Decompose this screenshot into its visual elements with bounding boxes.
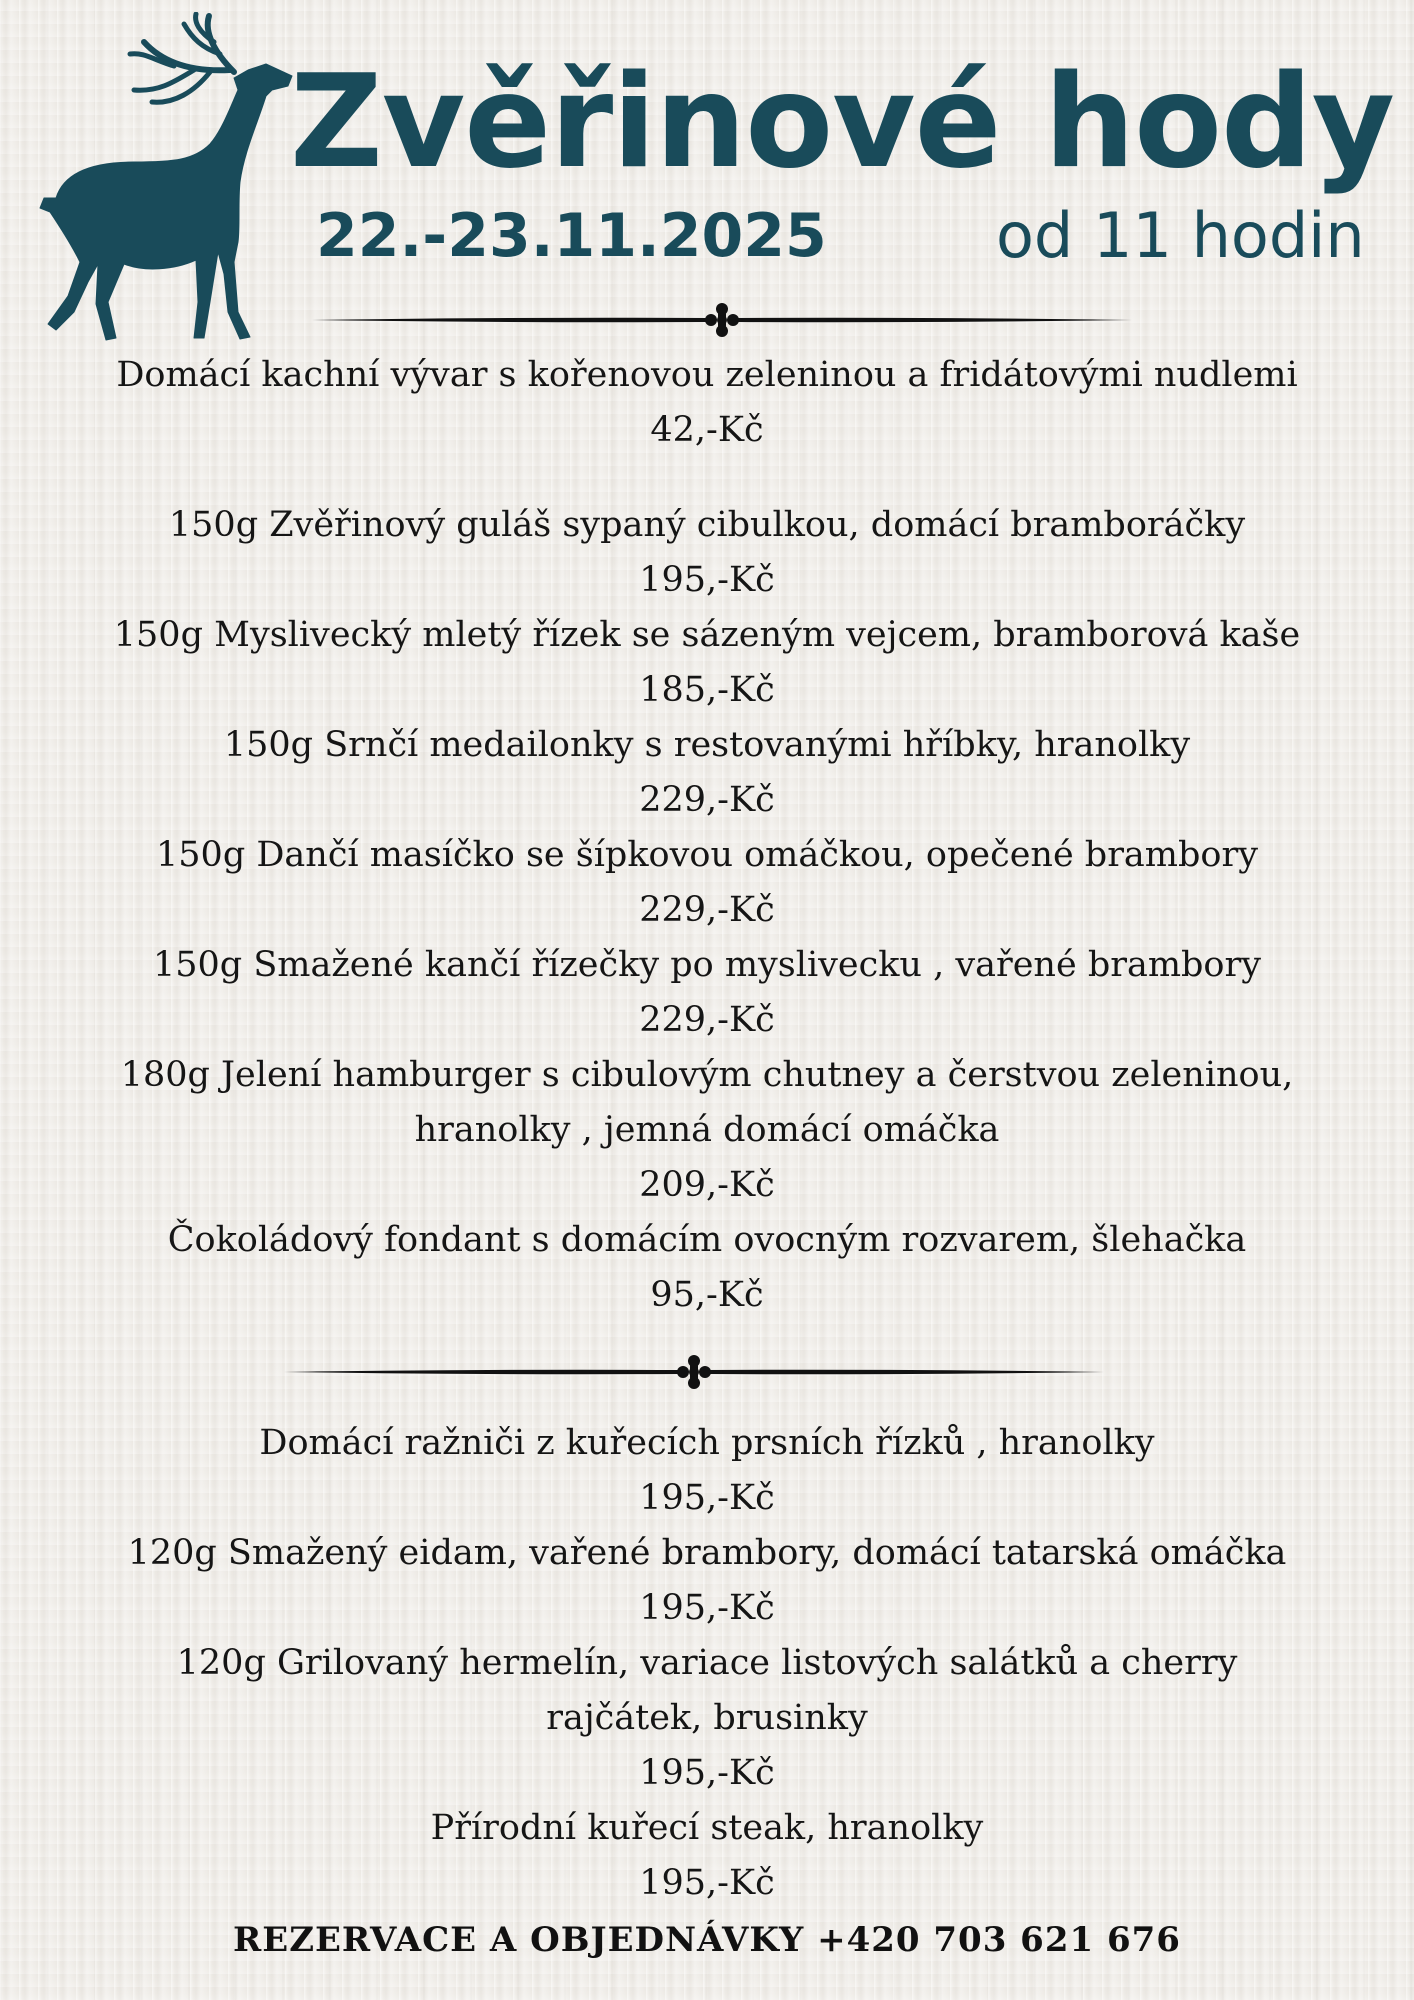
menu-item	[60, 1801, 1354, 1911]
menu-item	[60, 498, 1354, 608]
menu-other	[60, 1416, 1354, 1911]
menu-item-name-line2: hranolky , jemná domácí omáčka	[414, 1110, 1000, 1150]
menu-game	[60, 348, 1354, 1323]
menu-item-price: 185,-Kč	[639, 670, 775, 710]
menu-item-name: 150g Smažené kančí řízečky po myslivecku , vařené brambory	[153, 945, 1261, 985]
menu-item-price: 195,-Kč	[639, 1753, 775, 1793]
menu-item	[60, 1636, 1354, 1801]
menu-item-price: 195,-Kč	[639, 560, 775, 600]
menu-item-price: 229,-Kč	[639, 1000, 775, 1040]
menu-item	[60, 608, 1354, 718]
menu-item	[60, 1213, 1354, 1323]
ornament-cross-icon	[677, 1355, 711, 1389]
menu-item-name: Domácí kachní vývar s kořenovou zeleninou a fridátovými nudlemi	[116, 355, 1298, 395]
menu-item	[60, 718, 1354, 828]
event-date: 22.-23.11.2025	[316, 201, 827, 271]
menu-item-name-line1: 180g Jelení hamburger s cibulovým chutney a čerstvou zeleninou,	[120, 1055, 1294, 1095]
menu-item-name-line1: 120g Grilovaný hermelín, variace listových salátků a cherry	[176, 1643, 1238, 1683]
menu-item-price: 42,-Kč	[650, 410, 764, 450]
menu-item-name: 150g Myslivecký mletý řízek se sázeným vejcem, bramborová kaše	[113, 615, 1301, 655]
ornament-cross-icon	[705, 303, 739, 337]
menu-item-name: Domácí ražniči z kuřecích prsních řízků , hranolky	[259, 1423, 1155, 1463]
menu-item-price: 195,-Kč	[639, 1588, 775, 1628]
menu-item-price: 229,-Kč	[639, 780, 775, 820]
menu-item	[60, 938, 1354, 1048]
divider-middle	[284, 1352, 1104, 1392]
menu-item-name: 120g Smažený eidam, vařené brambory, domácí tatarská omáčka	[127, 1533, 1287, 1573]
menu-item	[60, 348, 1354, 458]
page-title: Zvěřinové hody	[290, 48, 1395, 197]
menu-item-name-line2: rajčátek, brusinky	[546, 1698, 868, 1738]
menu-item	[60, 1048, 1354, 1213]
menu-item	[60, 828, 1354, 938]
deer-silhouette-icon	[34, 12, 296, 342]
contact-line: REZERVACE A OBJEDNÁVKY +420 703 621 676	[233, 1920, 1181, 1960]
menu-item-name: 150g Srnčí medailonky s restovanými hříbky, hranolky	[223, 725, 1191, 765]
menu-item-price: 195,-Kč	[639, 1863, 775, 1903]
menu-item	[60, 1526, 1354, 1636]
menu-item-name: Čokoládový fondant s domácím ovocným rozvarem, šlehačka	[167, 1220, 1247, 1260]
menu-item-price: 195,-Kč	[639, 1478, 775, 1518]
divider-top	[312, 300, 1132, 340]
menu-item-price: 95,-Kč	[650, 1275, 764, 1315]
menu-item-price: 229,-Kč	[639, 890, 775, 930]
menu-item-price: 209,-Kč	[639, 1165, 775, 1205]
menu-item-name: Přírodní kuřecí steak, hranolky	[430, 1808, 984, 1848]
menu-item-name: 150g Dančí masíčko se šípkovou omáčkou, opečené brambory	[156, 835, 1258, 875]
menu-item-name: 150g Zvěřinový guláš sypaný cibulkou, domácí bramboráčky	[168, 505, 1246, 545]
event-time: od 11 hodin	[996, 199, 1365, 272]
menu-item	[60, 1416, 1354, 1526]
